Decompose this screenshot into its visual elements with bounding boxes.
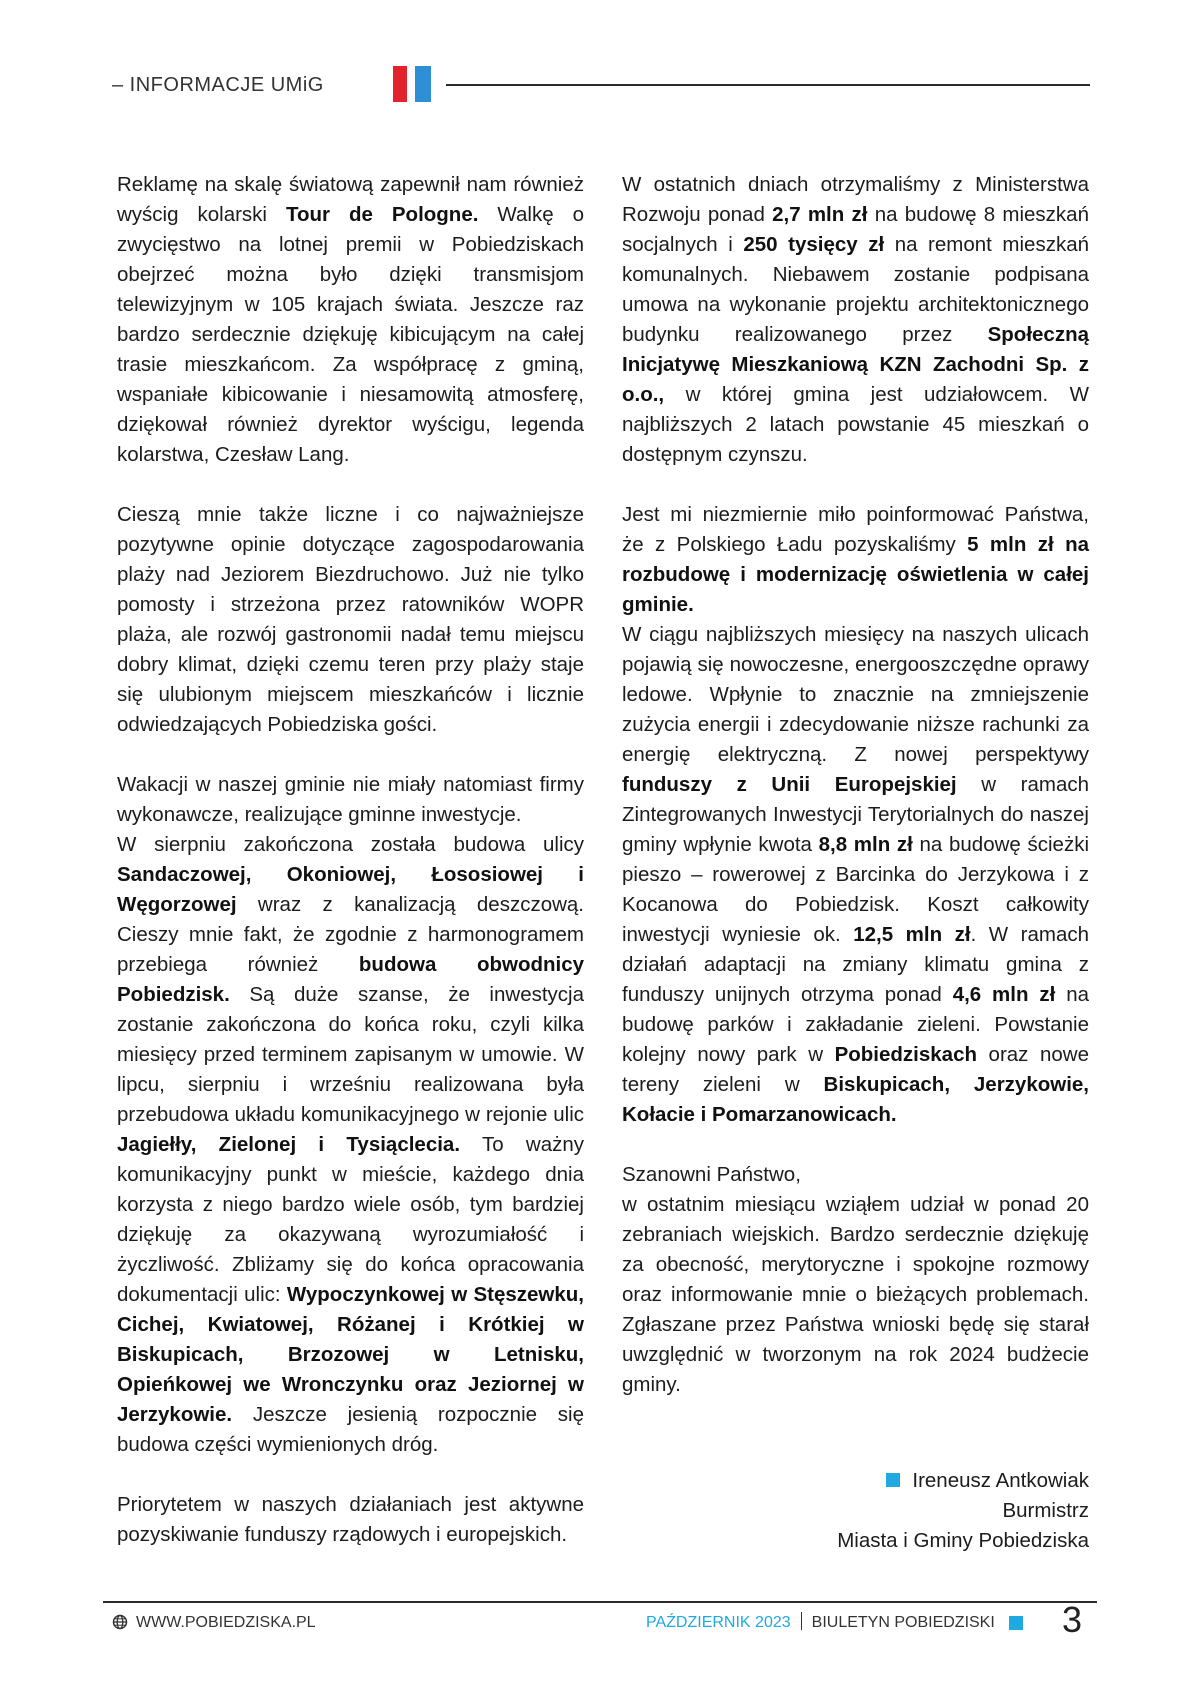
text-run: W ostatnich dniach otrzymaliśmy z Ministerstwa Rozwoju ponad [622, 173, 1089, 226]
signature-title: Burmistrz [1002, 1499, 1089, 1522]
paragraph-funding [117, 1490, 584, 1550]
flag-red-stripe [393, 66, 407, 102]
bold-text: funduszy z Unii Europejskiej [622, 773, 957, 796]
signature-name-line [622, 1466, 1089, 1496]
paragraph-lighting [622, 500, 1089, 620]
text-run: Szanowni Państwo, [622, 1163, 801, 1186]
bold-text: 250 tysięcy zł [743, 233, 885, 256]
bold-text: Tour de Pologne. [285, 203, 479, 226]
flag-blue-stripe [415, 66, 431, 102]
text-run: Reklamę na skalę światową zapewnił nam również wyścig kolarski [117, 173, 584, 226]
bold-text: budowa obwodnicy Pobiedzisk. [117, 953, 585, 1006]
text-run: Jest mi niezmiernie miło poinformować Państwa, że z Polskiego Ładu pozyskaliśmy [622, 503, 1089, 556]
right-column [622, 170, 1089, 1430]
footer-website[interactable] [112, 1612, 316, 1634]
footer-square-icon [1009, 1616, 1023, 1630]
bold-text: Pobiedziskach [834, 1043, 977, 1066]
text-run: W ciągu najbliższych miesięcy na naszych ulicach pojawią się nowoczesne, energooszczędne oprawy ledowe. Wpłynie to znacznie na zmniejszenie zużycia energii i zdecydowanie niższe rachunki za energię elektryczną. Z nowej perspektywy [622, 623, 1089, 766]
text-run: Są duże szanse, że inwestycja zostanie zakończona do końca roku, czyli kilka miesięcy przed terminem zapisanym w umowie. W lipcu, sierpniu i wrześniu realizowana była przebudowa układu komunikacyjnego w rejonie ulic [117, 983, 584, 1126]
text-run: na budowę parków i zakładanie zieleni. Powstanie kolejny nowy park w [622, 983, 1090, 1066]
section-label: – INFORMACJE UMiG [112, 74, 324, 96]
paragraph-housing [622, 170, 1089, 470]
text-run: w ostatnim miesiącu wziąłem udział w ponad 20 zebraniach wiejskich. Bardzo serdecznie dziękuję za obecność, merytoryczne i spokojne rozmowy oraz informowanie mnie o bieżących problemach. Zgłaszane przez Państwa wnioski będę się starał uwzględnić w tworzonym na rok 2024 budżecie gminy. [622, 1193, 1089, 1396]
signature-name: Ireneusz Antkowiak [912, 1469, 1089, 1492]
square-bullet-icon [886, 1473, 900, 1487]
bold-text: 5 mln zł na rozbudowę i modernizację oświetlenia w całej gminie. [622, 533, 1089, 616]
text-run: oraz nowe tereny zieleni w [622, 1043, 1089, 1096]
text-run: Wakacji w naszej gminie nie miały natomiast firmy wykonawcze, realizujące gminne inwestycje. [117, 773, 584, 826]
bold-text: 12,5 mln zł [853, 923, 971, 946]
footer-divider [103, 1601, 1097, 1603]
text-run: Cieszą mnie także liczne i co najważniejsze pozytywne opinie dotyczące zagospodarowania plaży nad Jeziorem Biezdruchowo. Już nie tylko pomosty i strzeżona przez ratowników WOPR plaża, ale rozwój gastronomii nadał temu miejscu dobry klimat, dzięki czemu teren przy plaży staje się ulubionym miejscem mieszkańców i licznie odwiedzających Pobiedziska gości. [117, 503, 584, 736]
signature-office: Miasta i Gminy Pobiedziska [837, 1529, 1089, 1552]
text-run: Priorytetem w naszych działaniach jest aktywne pozyskiwanie funduszy rządowych i europejskich. [117, 1493, 584, 1546]
bold-text: Jagiełły, Zielonej i Tysiąclecia. [117, 1133, 461, 1156]
bold-text: Społeczną Inicjatywę Mieszkaniową KZN Zachodni Sp. z o.o., [622, 323, 1089, 406]
paragraph-investments-intro [117, 770, 584, 830]
website-link[interactable]: WWW.POBIEDZISKA.PL [136, 1614, 316, 1631]
bold-text: 2,7 mln zł [772, 203, 868, 226]
text-run: w której gmina jest udziałowcem. W najbliższych 2 latach powstanie 45 mieszkań o dostępnym czynszu. [622, 383, 1089, 466]
header-divider [446, 84, 1090, 86]
globe-icon [112, 1614, 128, 1630]
footer-issue-info [646, 1612, 995, 1634]
text-run: w ramach Zintegrowanych Inwestycji Terytorialnych do naszej gminy wpłynie kwota [622, 773, 1089, 856]
signature-block [622, 1466, 1089, 1556]
paragraph-eu-funds [622, 620, 1089, 1130]
paragraph-tour-de-pologne [117, 170, 584, 470]
text-run: Jeszcze jesienią rozpocznie się budowa części wymienionych dróg. [117, 1403, 584, 1456]
text-run: wraz z kanalizacją deszczową. Cieszy mnie fakt, że zgodnie z harmonogramem przebiega również [117, 893, 584, 976]
bold-text: 8,8 mln zł [818, 833, 913, 856]
text-run: na budowę ścieżki pieszo – rowerowej z Barcinka do Jerzykowa i z Kocanowa do Pobiedzisk. Koszt całkowity inwestycji wyniesie ok. [622, 833, 1089, 946]
bold-text: Biskupicach, Jerzykowie, Kołacie i Pomarzanowicach. [622, 1073, 1089, 1126]
text-run: W sierpniu zakończona została budowa ulicy [117, 833, 584, 856]
flag-logo [393, 66, 431, 102]
text-run: . W ramach działań adaptacji na zmiany klimatu gmina z funduszy unijnych otrzyma ponad [622, 923, 1089, 1006]
paragraph-roads [117, 830, 584, 1460]
bold-text: Sandaczowej, Okoniowej, Łososiowej i Węgorzowej [117, 863, 584, 916]
page-number: 3 [1062, 1599, 1083, 1640]
text-run: Walkę o zwycięstwo na lotnej premii w Pobiedziskach obejrzeć można było dzięki transmisjom telewizyjnym w 105 krajach świata. Jeszcze raz bardzo serdecznie dziękuję kibicującym na całej trasie mieszkańcom. Za współpracę z gminą, wspaniałe kibicowanie i niesamowitą atmosferę, dziękował również dyrektor wyścigu, legenda kolarstwa, Czesław Lang. [117, 203, 584, 466]
page-header [112, 72, 1090, 104]
text-run: na remont mieszkań komunalnych. Niebawem zostanie podpisana umowa na wykonanie projektu architektonicznego budynku realizowanego przez [622, 233, 1089, 346]
footer-month: PAŹDZIERNIK 2023 [646, 1614, 791, 1631]
footer-separator [801, 1612, 802, 1630]
paragraph-beach [117, 500, 584, 740]
bold-text: 4,6 mln zł [952, 983, 1056, 1006]
footer-publication: BIULETYN POBIEDZISKI [811, 1614, 995, 1631]
paragraph-greeting [622, 1160, 1089, 1190]
text-run: na budowę 8 mieszkań socjalnych i [622, 203, 1089, 256]
bold-text: Wypoczynkowej w Stęszewku, Cichej, Kwiatowej, Różanej i Krótkiej w Biskupicach, Brzozowej w Letnisku, Opieńkowej we Wronczynku oraz Jeziornej w Jerzykowie. [117, 1283, 584, 1426]
paragraph-meetings [622, 1190, 1089, 1400]
text-run: To ważny komunikacyjny punkt w mieście, każdego dnia korzysta z niego bardzo wiele osób, tym bardziej dziękuję za okazywaną wyrozumiałość i życzliwość. Zbliżamy się do końca opracowania dokumentacji ulic: [117, 1133, 585, 1306]
left-column [117, 170, 584, 1580]
